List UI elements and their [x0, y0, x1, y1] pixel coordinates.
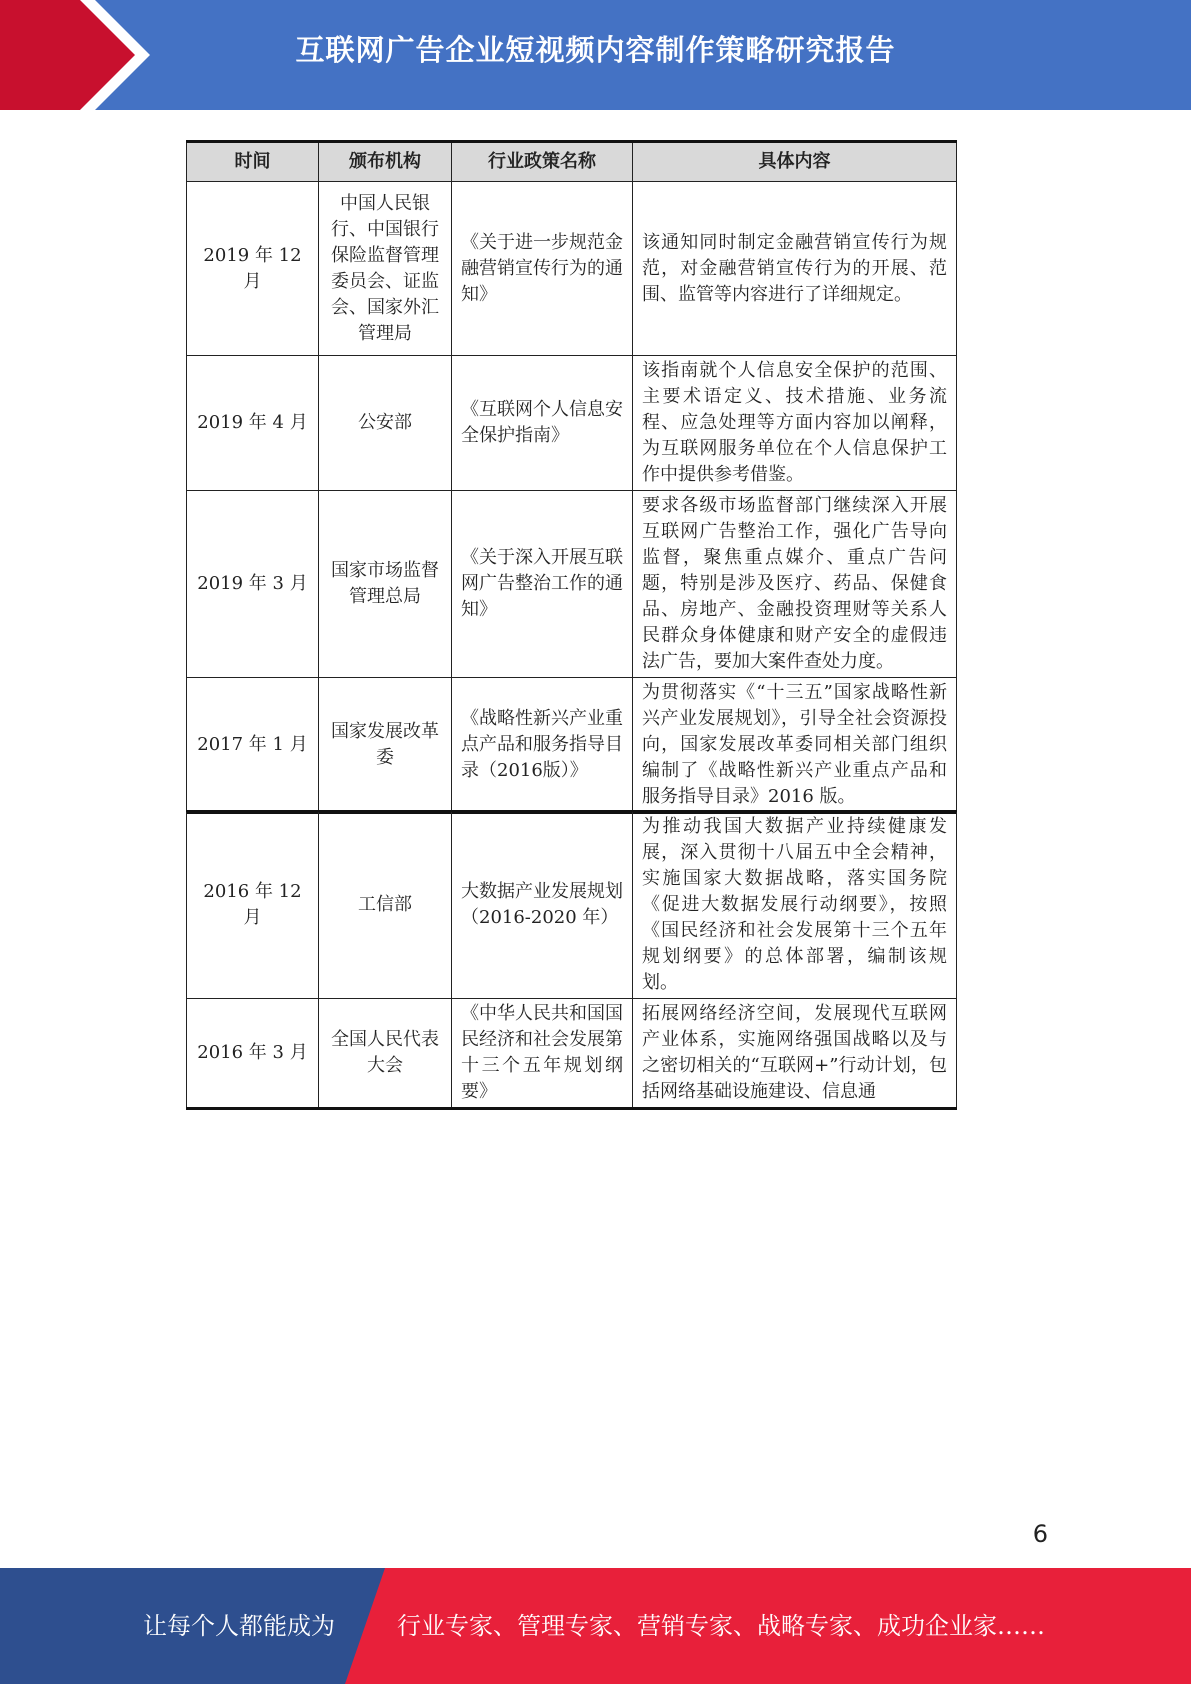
header-banner [0, 0, 1191, 110]
column-header-date: 时间 [187, 142, 319, 182]
cell-policy-name: 《战略性新兴产业重点产品和服务指导目录（2016版）》 [452, 678, 633, 814]
cell-date: 2019 年 4 月 [187, 356, 319, 491]
cell-policy-name: 《中华人民共和国国民经济和社会发展第十三个五年规划纲要》 [452, 999, 633, 1109]
footer-slogan-left: 让每个人都能成为 [143, 1612, 335, 1640]
cell-org: 工信部 [319, 811, 452, 999]
column-header-org: 颁布机构 [319, 142, 452, 182]
cell-org: 国家发展改革委 [319, 678, 452, 814]
cell-date: 2019 年 12 月 [187, 182, 319, 356]
cell-date: 2016 年 12 月 [187, 811, 319, 999]
column-header-policy-name: 行业政策名称 [452, 142, 633, 182]
cell-date: 2016 年 3 月 [187, 999, 319, 1109]
cell-policy-name: 《关于进一步规范金融营销宣传行为的通知》 [452, 182, 633, 356]
page-number: 6 [1032, 1520, 1048, 1548]
table-row [187, 182, 957, 356]
cell-date: 2019 年 3 月 [187, 491, 319, 678]
table-header-row [187, 142, 957, 182]
table-row [187, 999, 957, 1109]
table-row [187, 356, 957, 491]
policy-table [186, 140, 957, 814]
cell-content: 该通知同时制定金融营销宣传行为规范，对金融营销宣传行为的开展、范围、监管等内容进行了详细规定。 [633, 182, 957, 356]
cell-content: 为贯彻落实《“十三五”国家战略性新兴产业发展规划》，引导全社会资源投向，国家发展改革委同相关部门组织编制了《战略性新兴产业重点产品和服务指导目录》2016 版。 [633, 678, 957, 814]
cell-content: 拓展网络经济空间，发展现代互联网产业体系，实施网络强国战略以及与之密切相关的“互联网+”行动计划，包括网络基础设施建设、信息通 [633, 999, 957, 1109]
cell-policy-name: 《互联网个人信息安全保护指南》 [452, 356, 633, 491]
cell-policy-name: 大数据产业发展规划（2016-2020 年） [452, 811, 633, 999]
footer-banner [0, 1568, 1191, 1684]
table-row [187, 491, 957, 678]
table-row [187, 678, 957, 814]
cell-org: 中国人民银行、中国银行保险监督管理委员会、证监会、国家外汇管理局 [319, 182, 452, 356]
report-title: 互联网广告企业短视频内容制作策略研究报告 [295, 33, 896, 67]
cell-org: 国家市场监督管理总局 [319, 491, 452, 678]
table-row [187, 811, 957, 999]
cell-org: 公安部 [319, 356, 452, 491]
cell-content: 该指南就个人信息安全保护的范围、主要术语定义、技术措施、业务流程、应急处理等方面内容加以阐释，为互联网服务单位在个人信息保护工作中提供参考借鉴。 [633, 356, 957, 491]
cell-org: 全国人民代表大会 [319, 999, 452, 1109]
cell-date: 2017 年 1 月 [187, 678, 319, 814]
column-header-content: 具体内容 [633, 142, 957, 182]
cell-content: 要求各级市场监督部门继续深入开展互联网广告整治工作，强化广告导向监督，聚焦重点媒介、重点广告问题，特别是涉及医疗、药品、保健食品、房地产、金融投资理财等关系人民群众身体健康和财产安全的虚假违法广告，要加大案件查处力度。 [633, 491, 957, 678]
policy-table-continued [186, 810, 957, 1110]
footer-slogan-right: 行业专家、管理专家、营销专家、战略专家、成功企业家…… [397, 1612, 1045, 1640]
cell-policy-name: 《关于深入开展互联网广告整治工作的通知》 [452, 491, 633, 678]
cell-content: 为推动我国大数据产业持续健康发展，深入贯彻十八届五中全会精神，实施国家大数据战略，落实国务院《促进大数据发展行动纲要》，按照《国民经济和社会发展第十三个五年规划纲要》的总体部署，编制该规划。 [633, 811, 957, 999]
